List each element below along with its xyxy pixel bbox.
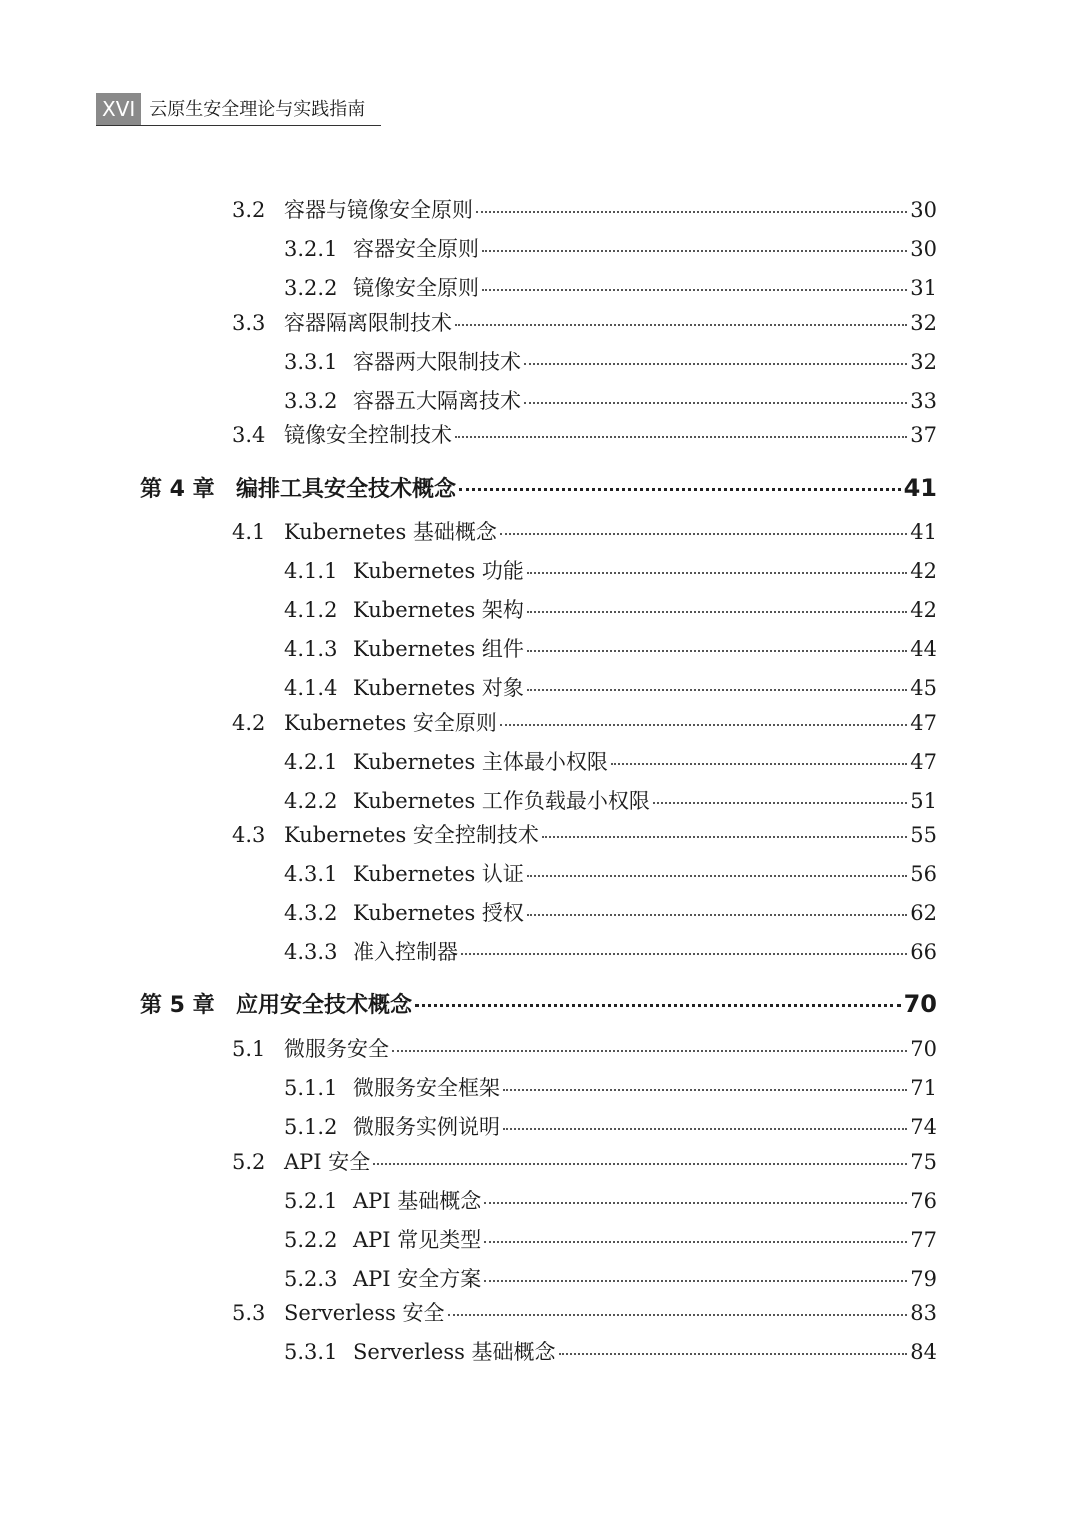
- toc-leader: [415, 1004, 901, 1007]
- toc-title: API 安全: [284, 1150, 371, 1174]
- toc-leader: [448, 1314, 908, 1316]
- toc-page: 47: [910, 750, 937, 774]
- toc-title: Kubernetes 工作负载最小权限: [353, 789, 650, 813]
- toc-page: 45: [910, 676, 937, 700]
- toc-entry-section[interactable]: [232, 1297, 937, 1327]
- toc-page: 62: [910, 901, 937, 925]
- toc-page: 77: [910, 1228, 937, 1252]
- toc-leader: [503, 1128, 907, 1130]
- toc-number: 3.2.1: [284, 237, 338, 261]
- toc-entry-subsection[interactable]: [284, 1111, 937, 1141]
- toc-entry-subsection[interactable]: [284, 1336, 937, 1366]
- toc-number: 3.3.2: [284, 389, 338, 413]
- toc-leader: [455, 436, 907, 438]
- toc-entry-section[interactable]: [232, 194, 937, 224]
- toc-page: 42: [910, 598, 937, 622]
- toc-entry-section[interactable]: [232, 516, 937, 546]
- toc-title: 镜像安全原则: [353, 276, 479, 300]
- toc-title: 微服务安全框架: [353, 1076, 500, 1100]
- toc-page: 76: [910, 1189, 937, 1213]
- toc-leader: [482, 289, 907, 291]
- toc-entry-subsection[interactable]: [284, 385, 937, 415]
- toc-leader: [559, 1353, 908, 1355]
- toc-page: 70: [903, 990, 937, 1018]
- toc-entry-section[interactable]: [232, 1146, 937, 1176]
- toc-page: 37: [910, 423, 937, 447]
- toc-entry-subsection[interactable]: [284, 936, 937, 966]
- toc-page: 66: [910, 940, 937, 964]
- toc-title: 微服务安全: [284, 1037, 389, 1061]
- toc-title: Kubernetes 基础概念: [284, 520, 497, 544]
- toc-leader: [484, 1202, 907, 1204]
- toc-page: 75: [910, 1150, 937, 1174]
- toc-leader: [527, 611, 907, 613]
- toc-page: 41: [910, 520, 937, 544]
- header-rule: [96, 125, 381, 126]
- toc-page: 83: [910, 1301, 937, 1325]
- toc-leader: [503, 1089, 907, 1091]
- toc-number: 5.3.1: [284, 1340, 338, 1364]
- toc-entry-subsection[interactable]: [284, 555, 937, 585]
- toc-entry-subsection[interactable]: [284, 594, 937, 624]
- toc-page: 56: [910, 862, 937, 886]
- toc-leader: [482, 250, 907, 252]
- toc-entry-subsection[interactable]: [284, 1185, 937, 1215]
- toc-title: 容器两大限制技术: [353, 350, 521, 374]
- toc-entry-section[interactable]: [232, 419, 937, 449]
- toc-number: 4.2.2: [284, 789, 338, 813]
- toc-leader: [500, 533, 907, 535]
- toc-page: 71: [910, 1076, 937, 1100]
- toc-page: 30: [910, 237, 937, 261]
- toc-number: 5.1.1: [284, 1076, 338, 1100]
- toc-number: 4.1.2: [284, 598, 338, 622]
- toc-title: 镜像安全控制技术: [284, 423, 452, 447]
- toc-leader: [484, 1241, 907, 1243]
- toc-number: 5.2.2: [284, 1228, 338, 1252]
- toc-title: Kubernetes 认证: [353, 862, 524, 886]
- toc-page: 31: [910, 276, 937, 300]
- toc-number: 5.1.2: [284, 1115, 338, 1139]
- toc-leader: [653, 802, 907, 804]
- toc-page: 47: [910, 711, 937, 735]
- toc-page: 41: [903, 474, 937, 502]
- toc-number: 5.2.1: [284, 1189, 338, 1213]
- toc-entry-section[interactable]: [232, 307, 937, 337]
- toc-page: 84: [910, 1340, 937, 1364]
- toc-title: 容器隔离限制技术: [284, 311, 452, 335]
- toc-leader: [455, 324, 907, 326]
- toc-title: 准入控制器: [353, 940, 458, 964]
- toc-number: 5.3: [232, 1301, 266, 1325]
- toc-page: 32: [910, 311, 937, 335]
- page-number: XVI: [96, 93, 141, 125]
- toc-title: Kubernetes 授权: [353, 901, 524, 925]
- toc-number: 4.2.1: [284, 750, 338, 774]
- toc-entry-chapter[interactable]: [140, 472, 937, 503]
- toc-entry-subsection[interactable]: [284, 672, 937, 702]
- toc-page: 32: [910, 350, 937, 374]
- toc-number: 第 4 章: [140, 477, 215, 502]
- toc-page: 51: [910, 789, 937, 813]
- toc-entry-chapter[interactable]: [140, 988, 937, 1019]
- toc-title: 容器五大隔离技术: [353, 389, 521, 413]
- toc-number: 5.2: [232, 1150, 266, 1174]
- toc-leader: [527, 572, 907, 574]
- toc-leader: [527, 650, 907, 652]
- toc-number: 3.3: [232, 311, 266, 335]
- toc-leader: [461, 953, 907, 955]
- toc-number: 3.3.1: [284, 350, 338, 374]
- toc-number: 5.2.3: [284, 1267, 338, 1291]
- toc-title: Kubernetes 组件: [353, 637, 524, 661]
- toc-leader: [542, 836, 907, 838]
- toc-page: 30: [910, 198, 937, 222]
- toc-entry-subsection[interactable]: [284, 346, 937, 376]
- toc-page: 74: [910, 1115, 937, 1139]
- toc-leader: [527, 689, 907, 691]
- toc-number: 3.2.2: [284, 276, 338, 300]
- toc-number: 4.2: [232, 711, 266, 735]
- toc-number: 5.1: [232, 1037, 266, 1061]
- toc-entry-subsection[interactable]: [284, 897, 937, 927]
- toc-number: 第 5 章: [140, 993, 215, 1018]
- toc-leader: [611, 763, 907, 765]
- toc-title: Kubernetes 安全控制技术: [284, 823, 539, 847]
- toc-leader: [527, 914, 907, 916]
- toc-leader: [484, 1280, 907, 1282]
- toc-leader: [500, 724, 907, 726]
- toc-title: Kubernetes 安全原则: [284, 711, 497, 735]
- toc-entry-subsection[interactable]: [284, 633, 937, 663]
- toc-number: 4.3.3: [284, 940, 338, 964]
- toc-leader: [524, 363, 907, 365]
- toc-number: 4.3: [232, 823, 266, 847]
- toc-page: 79: [910, 1267, 937, 1291]
- running-header: [96, 92, 365, 126]
- toc-number: 3.2: [232, 198, 266, 222]
- toc-title: 应用安全技术概念: [236, 993, 413, 1018]
- toc-leader: [527, 875, 907, 877]
- toc-leader: [459, 488, 901, 491]
- toc-number: 4.1.1: [284, 559, 338, 583]
- toc-leader: [524, 402, 907, 404]
- toc-page: 55: [910, 823, 937, 847]
- toc-entry-subsection[interactable]: [284, 1072, 937, 1102]
- toc-title: Serverless 安全: [284, 1301, 445, 1325]
- toc-page: 42: [910, 559, 937, 583]
- toc-page: 33: [910, 389, 937, 413]
- toc-title: 微服务实例说明: [353, 1115, 500, 1139]
- toc-title: Kubernetes 对象: [353, 676, 524, 700]
- toc-number: 3.4: [232, 423, 266, 447]
- toc-entry-subsection[interactable]: [284, 233, 937, 263]
- toc-entry-subsection[interactable]: [284, 272, 937, 302]
- toc-entry-section[interactable]: [232, 819, 937, 849]
- toc-entry-subsection[interactable]: [284, 858, 937, 888]
- toc-entry-subsection[interactable]: [284, 1263, 937, 1293]
- toc-title: 编排工具安全技术概念: [236, 477, 457, 502]
- toc-title: Kubernetes 架构: [353, 598, 524, 622]
- book-title: 云原生安全理论与实践指南: [149, 99, 366, 120]
- toc-title: Kubernetes 功能: [353, 559, 524, 583]
- toc-leader: [392, 1050, 907, 1052]
- toc-leader: [476, 211, 907, 213]
- toc-title: 容器与镜像安全原则: [284, 198, 473, 222]
- toc-leader: [373, 1163, 907, 1165]
- toc-page: 44: [910, 637, 937, 661]
- toc-title: API 常见类型: [353, 1228, 482, 1252]
- toc-entry-section[interactable]: [232, 1033, 937, 1063]
- toc-title: Kubernetes 主体最小权限: [353, 750, 608, 774]
- toc-entry-subsection[interactable]: [284, 785, 937, 815]
- toc-number: 4.1: [232, 520, 266, 544]
- toc-number: 4.3.1: [284, 862, 338, 886]
- toc-entry-subsection[interactable]: [284, 1224, 937, 1254]
- toc-number: 4.3.2: [284, 901, 338, 925]
- toc-title: API 基础概念: [353, 1189, 482, 1213]
- toc-number: 4.1.4: [284, 676, 338, 700]
- toc-entry-subsection[interactable]: [284, 746, 937, 776]
- toc-title: 容器安全原则: [353, 237, 479, 261]
- toc-entry-section[interactable]: [232, 707, 937, 737]
- toc-title: Serverless 基础概念: [353, 1340, 556, 1364]
- toc-title: API 安全方案: [353, 1267, 482, 1291]
- toc-page: 70: [910, 1037, 937, 1061]
- toc-number: 4.1.3: [284, 637, 338, 661]
